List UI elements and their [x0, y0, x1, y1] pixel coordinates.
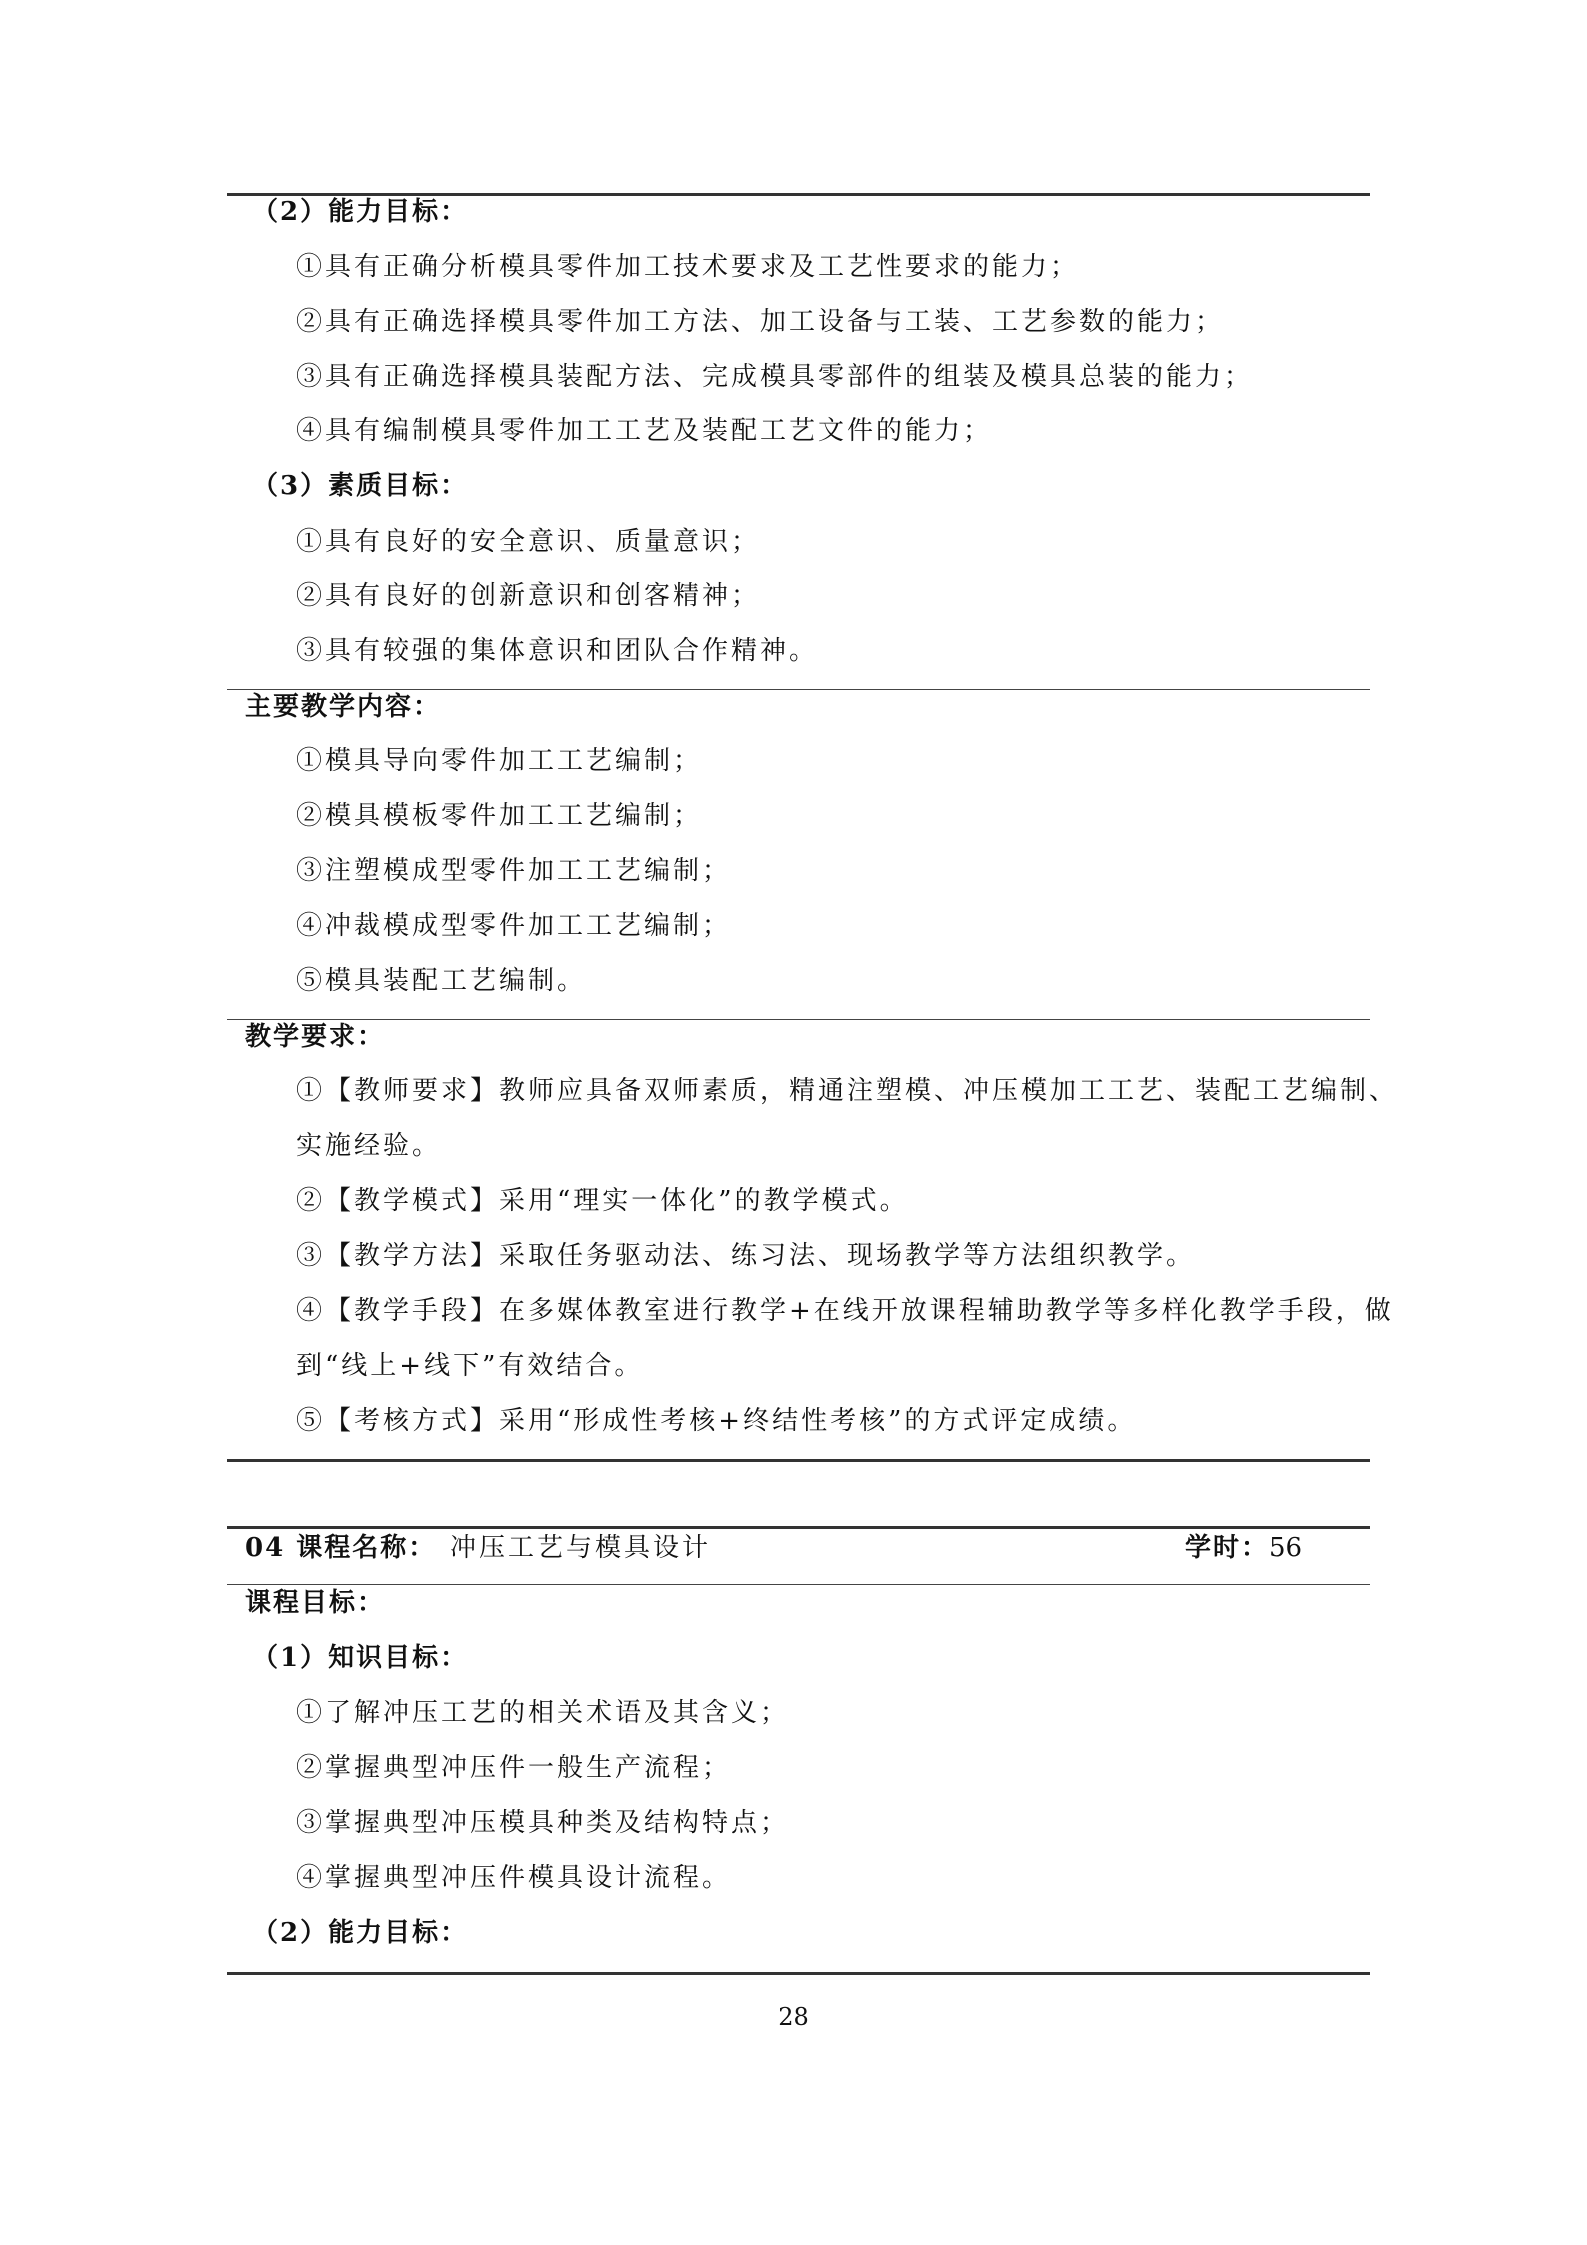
section-divider — [227, 1019, 1370, 1020]
list-item: ①具有良好的安全意识、质量意识； — [296, 527, 761, 557]
quality-heading: （3）素质目标： — [252, 471, 469, 501]
list-item: ②具有良好的创新意识和创客精神； — [296, 581, 761, 611]
knowledge-heading: （1）知识目标： — [252, 1643, 469, 1673]
list-item-continuation: 到“线上+线下”有效结合。 — [296, 1351, 644, 1381]
list-item: ②掌握典型冲压件一般生产流程； — [296, 1753, 732, 1783]
list-item: ①了解冲压工艺的相关术语及其含义； — [296, 1698, 790, 1728]
list-item: ④具有编制模具零件加工工艺及装配工艺文件的能力； — [296, 416, 993, 446]
course-hours — [1185, 1530, 1302, 1566]
ability-heading: （2）能力目标： — [252, 197, 469, 227]
table-top-border — [227, 1526, 1370, 1529]
list-item: ①模具导向零件加工工艺编制； — [296, 746, 703, 776]
list-item: ②模具模板零件加工工艺编制； — [296, 801, 703, 831]
list-item: ③【教学方法】采取任务驱动法、练习法、现场教学等方法组织教学。 — [296, 1241, 1196, 1271]
page-number: 28 — [778, 2003, 809, 2031]
list-item: ①【教师要求】教师应具备双师素质，精通注塑模、冲压模加工工艺、装配工艺编制、 — [296, 1076, 1399, 1106]
list-item: ⑤模具装配工艺编制。 — [296, 966, 587, 996]
table-bottom-border — [227, 1972, 1370, 1975]
course-header-row — [245, 1530, 1355, 1566]
requirements-heading: 教学要求： — [245, 1022, 386, 1052]
list-item: ④掌握典型冲压件模具设计流程。 — [296, 1863, 732, 1893]
list-item: ⑤【考核方式】采用“形成性考核+终结性考核”的方式评定成绩。 — [296, 1406, 1137, 1436]
section-divider — [227, 1584, 1370, 1585]
list-item: ③具有较强的集体意识和团队合作精神。 — [296, 636, 819, 666]
ability-heading: （2）能力目标： — [252, 1918, 469, 1948]
table-bottom-border — [227, 1459, 1370, 1462]
course-name-label: 04 课程名称： — [245, 1533, 437, 1563]
list-item: ③具有正确选择模具装配方法、完成模具零部件的组装及模具总装的能力； — [296, 362, 1254, 392]
list-item: ②【教学模式】采用“理实一体化”的教学模式。 — [296, 1186, 909, 1216]
list-item: ④冲裁模成型零件加工工艺编制； — [296, 911, 732, 941]
list-item-continuation: 实施经验。 — [296, 1131, 442, 1161]
list-item: ②具有正确选择模具零件加工方法、加工设备与工装、工艺参数的能力； — [296, 307, 1225, 337]
list-item: ③掌握典型冲压模具种类及结构特点； — [296, 1808, 790, 1838]
hours-label: 学时： — [1185, 1533, 1270, 1563]
list-item: ④【教学手段】在多媒体教室进行教学+在线开放课程辅助教学等多样化教学手段，做 — [296, 1296, 1394, 1326]
course-name-value: 冲压工艺与模具设计 — [450, 1533, 712, 1563]
hours-value: 56 — [1269, 1533, 1303, 1563]
list-item: ③注塑模成型零件加工工艺编制； — [296, 856, 732, 886]
content-heading: 主要教学内容： — [245, 692, 442, 722]
list-item: ①具有正确分析模具零件加工技术要求及工艺性要求的能力； — [296, 252, 1080, 282]
objectives-heading: 课程目标： — [245, 1588, 386, 1618]
